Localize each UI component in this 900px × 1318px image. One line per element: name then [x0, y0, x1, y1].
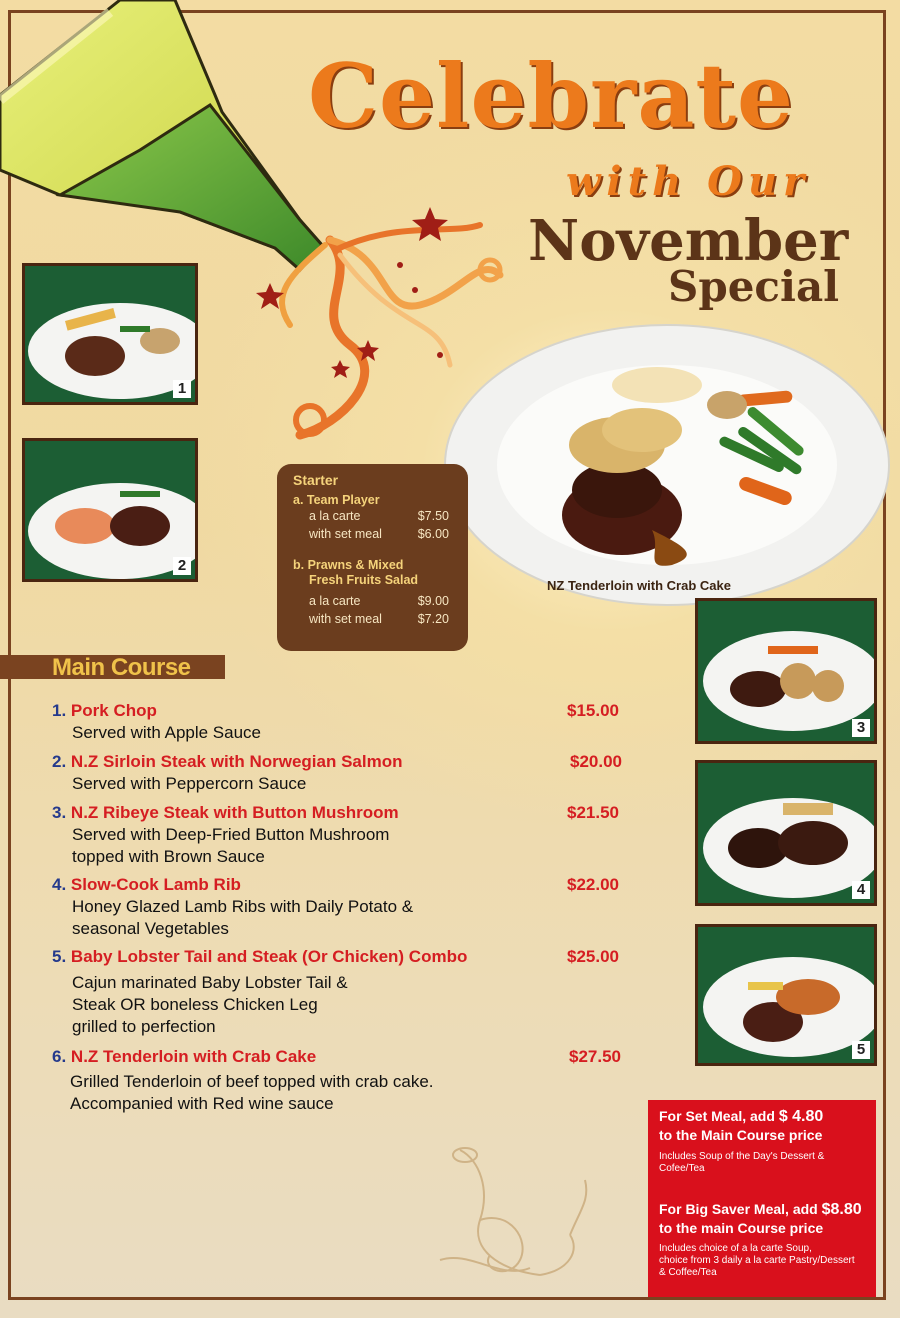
item-price: $25.00	[567, 947, 619, 966]
saver-meal-heading	[659, 1201, 862, 1218]
price-label: with set meal	[309, 612, 382, 626]
starter-box	[277, 464, 468, 651]
item-number: 6.	[52, 1047, 67, 1066]
description-line: Accompanied with Red wine sauce	[70, 1094, 334, 1113]
saver-meal-note: Includes choice of a la carte Soup,	[659, 1243, 812, 1254]
item-number: 5.	[52, 947, 67, 966]
description-line: Served with Deep-Fried Button Mushroom	[72, 825, 390, 844]
price-label: with set meal	[309, 527, 382, 541]
item-description	[70, 1071, 434, 1115]
description-line: seasonal Vegetables	[72, 919, 229, 938]
photo-number: 5	[852, 1041, 870, 1059]
menu-item-title	[52, 947, 467, 967]
dish-photo-5	[695, 924, 877, 1066]
item-number: 1.	[52, 701, 67, 720]
set-meal-price: $ 4.80	[778, 1108, 824, 1125]
price-value: $7.50	[417, 509, 449, 523]
item-name: Pork Chop	[70, 701, 157, 720]
photo-number: 4	[852, 881, 870, 899]
set-meal-heading	[659, 1108, 823, 1125]
dish-photo-4	[695, 760, 877, 906]
price-value: $9.00	[417, 594, 449, 608]
dish-photo-2	[22, 438, 198, 582]
description-line: grilled to perfection	[72, 1017, 216, 1036]
saver-meal-text: For Big Saver Meal, add	[659, 1201, 822, 1217]
set-meal-note: Includes Soup of the Day's Dessert &	[659, 1151, 825, 1162]
main-course-title: Main Course	[52, 654, 191, 681]
item-number: 2.	[52, 752, 67, 771]
starter-price-row	[309, 527, 449, 541]
photo-number: 2	[173, 557, 191, 575]
item-price: $20.00	[570, 752, 622, 771]
starter-price-row	[309, 509, 449, 523]
item-name: Slow-Cook Lamb Rib	[70, 875, 241, 894]
title-with-our: with Our	[566, 158, 811, 205]
photo-number: 3	[852, 719, 870, 737]
item-description	[72, 824, 389, 868]
starter-item-name-line2: Fresh Fruits Salad	[309, 573, 419, 587]
item-description	[72, 722, 261, 744]
item-description	[72, 896, 413, 940]
description-line: Served with Apple Sauce	[72, 723, 262, 742]
set-meal-subheading: to the Main Course price	[659, 1127, 823, 1143]
item-description	[72, 773, 306, 795]
item-price: $22.00	[567, 875, 619, 894]
starter-price-row	[309, 612, 449, 626]
starter-item-name: b. Prawns & Mixed	[293, 558, 404, 572]
item-name: N.Z Ribeye Steak with Button Mushroom	[70, 803, 399, 822]
featured-dish-photo	[442, 315, 892, 615]
price-value: $7.20	[417, 612, 449, 626]
meal-promo-box	[648, 1100, 876, 1297]
featured-dish-caption: NZ Tenderloin with Crab Cake	[547, 578, 731, 593]
floral-flourish-decoration	[420, 1140, 640, 1290]
set-meal-text: For Set Meal, add	[659, 1108, 779, 1124]
item-number: 4.	[52, 875, 67, 894]
photo-number: 1	[173, 380, 191, 398]
item-number: 3.	[52, 803, 67, 822]
item-name: N.Z Tenderloin with Crab Cake	[70, 1047, 317, 1066]
saver-meal-subheading: to the main Course price	[659, 1220, 824, 1236]
starter-price-row	[309, 594, 449, 608]
starter-item-name: a. Team Player	[293, 493, 380, 507]
title-november: November	[528, 208, 849, 274]
menu-item-title	[52, 752, 402, 772]
price-value: $6.00	[417, 527, 449, 541]
starter-title: Starter	[293, 472, 339, 488]
item-name: Baby Lobster Tail and Steak (Or Chicken) Combo	[70, 947, 468, 966]
item-description	[72, 972, 348, 1038]
description-line: Grilled Tenderloin of beef topped with crab cake.	[70, 1072, 434, 1091]
dish-photo-3	[695, 598, 877, 744]
description-line: topped with Brown Sauce	[72, 847, 265, 866]
title-celebrate: Celebrate	[308, 44, 794, 148]
title-special: Special	[668, 262, 840, 311]
item-price: $21.50	[567, 803, 619, 822]
menu-item-title	[52, 1047, 316, 1067]
item-price: $15.00	[567, 701, 619, 720]
saver-meal-note: & Coffee/Tea	[659, 1267, 717, 1278]
saver-meal-price: $8.80	[821, 1201, 862, 1218]
description-line: Steak OR boneless Chicken Leg	[72, 995, 318, 1014]
item-name: N.Z Sirloin Steak with Norwegian Salmon	[70, 752, 403, 771]
menu-item-title	[52, 803, 399, 823]
menu-item-title	[52, 701, 157, 721]
saver-meal-note: choice from 3 daily a la carte Pastry/Dessert	[659, 1255, 855, 1266]
price-label: a la carte	[309, 509, 361, 523]
set-meal-note: Cofee/Tea	[659, 1163, 705, 1174]
description-line: Honey Glazed Lamb Ribs with Daily Potato &	[72, 897, 414, 916]
price-label: a la carte	[309, 594, 361, 608]
description-line: Cajun marinated Baby Lobster Tail &	[72, 973, 348, 992]
menu-item-title	[52, 875, 241, 895]
item-price: $27.50	[569, 1047, 621, 1066]
dish-photo-1	[22, 263, 198, 405]
description-line: Served with Peppercorn Sauce	[72, 774, 307, 793]
